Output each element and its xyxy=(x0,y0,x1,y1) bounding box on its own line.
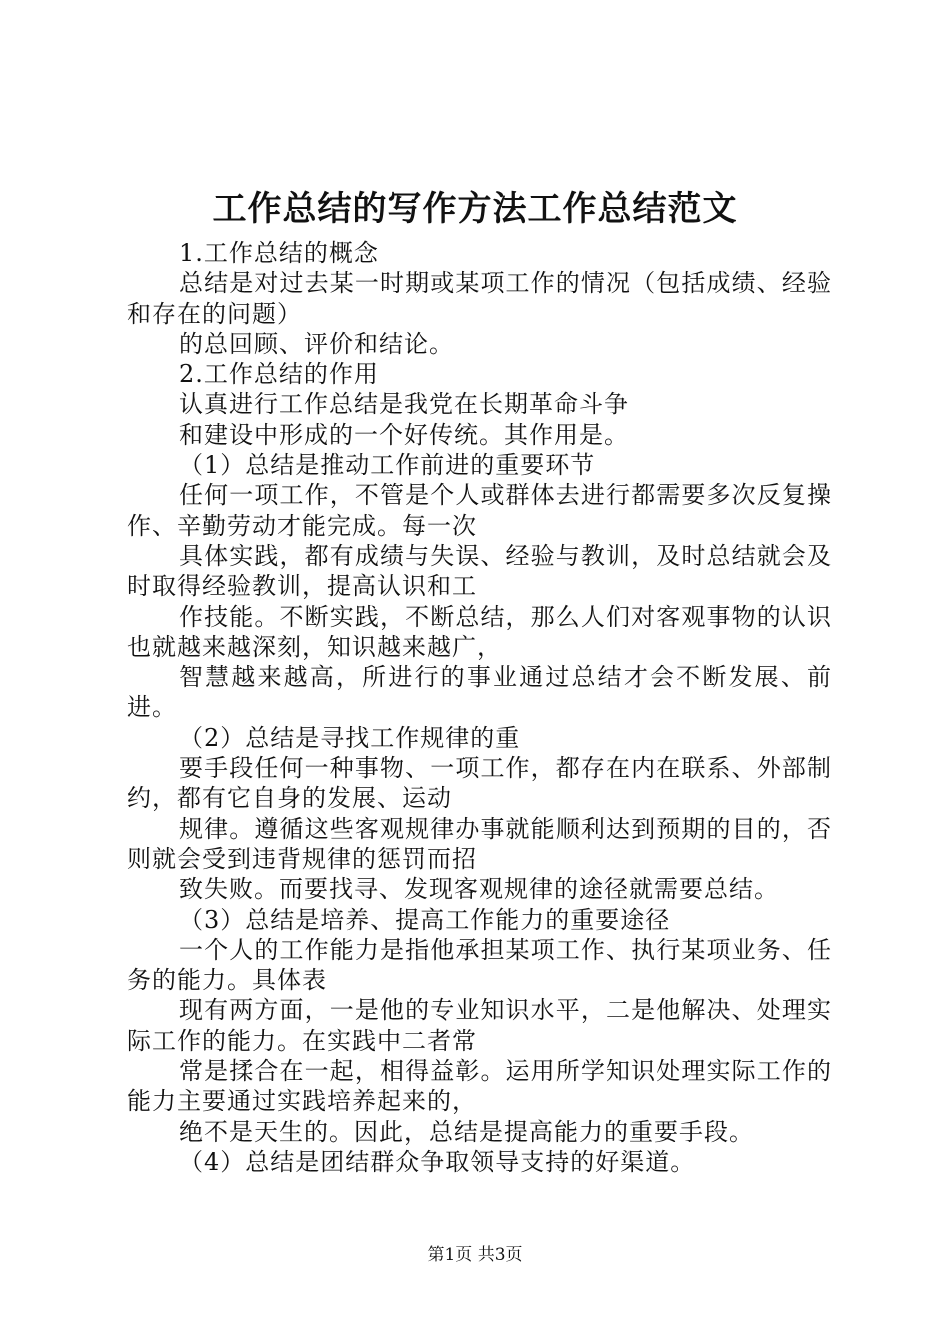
document-body xyxy=(127,238,832,1177)
paragraph: 现有两方面，一是他的专业知识水平，二是他解决、处理实际工作的能力。在实践中二者常 xyxy=(127,996,832,1055)
paragraph: 具体实践，都有成绩与失误、经验与教训，及时总结就会及时取得经验教训，提高认识和工 xyxy=(127,541,832,601)
paragraph: 和建设中形成的一个好传统。其作用是。 xyxy=(179,420,629,449)
paragraph: （3）总结是培养、提高工作能力的重要途径 xyxy=(179,905,671,934)
paragraph: 智慧越来越高，所进行的事业通过总结才会不断发展、前进。 xyxy=(127,663,832,722)
paragraph: （4）总结是团结群众争取领导支持的好渠道。 xyxy=(179,1147,696,1176)
paragraph: （2）总结是寻找工作规律的重 xyxy=(179,723,521,752)
document-title: 工作总结的写作方法工作总结范文 xyxy=(212,189,738,229)
paragraph: 的总回顾、评价和结论。 xyxy=(179,329,454,358)
paragraph: 1.工作总结的概念 xyxy=(179,239,379,267)
page-footer: 第1页 共3页 xyxy=(427,1245,523,1265)
paragraph: 一个人的工作能力是指他承担某项工作、执行某项业务、任务的能力。具体表 xyxy=(127,935,832,995)
paragraph: 认真进行工作总结是我党在长期革命斗争 xyxy=(179,390,629,419)
paragraph: 致失败。而要找寻、发现客观规律的途径就需要总结。 xyxy=(179,875,779,904)
paragraph: 常是揉合在一起，相得益彰。运用所学知识处理实际工作的能力主要通过实践培养起来的， xyxy=(127,1057,832,1116)
paragraph: 总结是对过去某一时期或某项工作的情况（包括成绩、经验和存在的问题） xyxy=(127,269,832,328)
paragraph: 作技能。不断实践，不断总结，那么人们对客观事物的认识也就越来越深刻，知识越来越广， xyxy=(127,602,832,661)
paragraph: 要手段任何一种事物、一项工作，都存在内在联系、外部制约，都有它自身的发展、运动 xyxy=(127,754,832,813)
paragraph: 2.工作总结的作用 xyxy=(179,360,379,389)
paragraph: （1）总结是推动工作前进的重要环节 xyxy=(179,451,596,480)
paragraph: 规律。遵循这些客观规律办事就能顺利达到预期的目的，否则就会受到违背规律的惩罚而招 xyxy=(127,814,832,873)
paragraph: 任何一项工作，不管是个人或群体去进行都需要多次反复操作、辛勤劳动才能完成。每一次 xyxy=(127,481,832,540)
paragraph: 绝不是天生的。因此，总结是提高能力的重要手段。 xyxy=(179,1117,754,1146)
